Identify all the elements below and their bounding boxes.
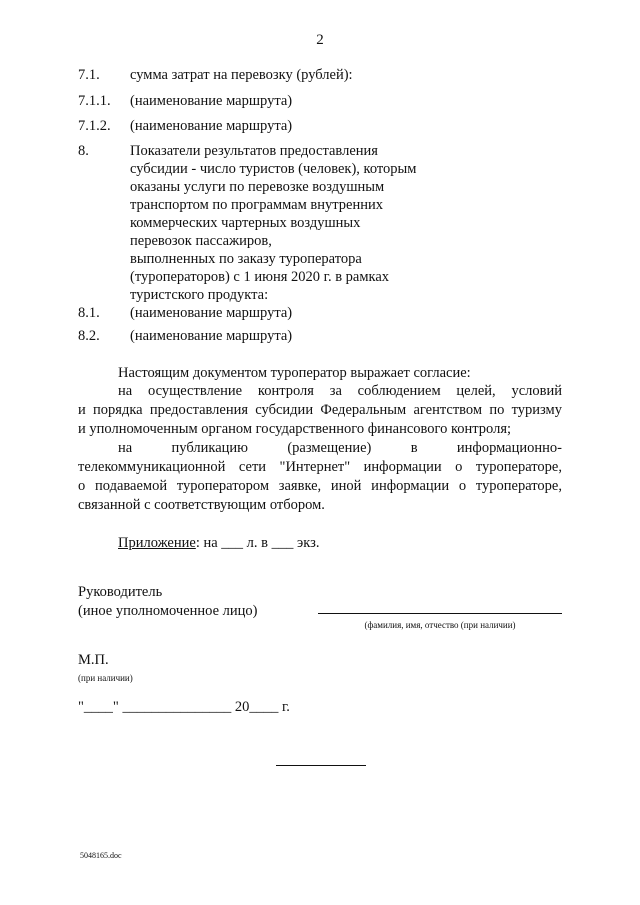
name-caption: (фамилия, имя, отчество (при наличии) <box>364 620 516 630</box>
stamp-label: М.П. <box>78 652 109 668</box>
item-text: (наименование маршрута) <box>130 93 293 109</box>
signatory-subtitle: (иное уполномоченное лицо) <box>78 603 258 619</box>
consent-control-line: и уполномоченным органом государственного финансового контроля; <box>78 421 512 437</box>
item-line: перевозок пассажиров, <box>130 233 272 249</box>
item-text: (наименование маршрута) <box>130 118 293 134</box>
item-number: 8.2. <box>78 328 100 344</box>
consent-publication-line: о подаваемой туроператором заявке, иной информации о туроператоре, <box>78 478 562 494</box>
item-line: оказаны услуги по перевозке воздушным <box>130 179 385 195</box>
consent-publication-line: связанной с соответствующим отбором. <box>78 497 325 513</box>
item-number: 8.1. <box>78 305 100 321</box>
page-number: 2 <box>316 32 324 48</box>
attachment-line <box>118 534 562 553</box>
item-number: 7.1. <box>78 67 100 83</box>
consent-publication-line: на публикацию (размещение) в информационно- <box>118 440 562 456</box>
item-text <box>130 142 430 304</box>
consent-publication <box>78 439 562 515</box>
closing-line <box>276 765 366 766</box>
item-text: сумма затрат на перевозку (рублей): <box>130 67 353 83</box>
item-number: 7.1.1. <box>78 93 111 109</box>
item-line: (туроператоров) с 1 июня 2020 г. в рамках <box>130 269 390 285</box>
date-line: "____" _______________ 20____ г. <box>78 699 290 715</box>
consent-control-line: на осуществление контроля за соблюдением целей, условий <box>118 383 562 399</box>
item-line: транспортом по программам внутренних <box>130 197 383 213</box>
consent-intro: Настоящим документом туроператор выражает согласие: <box>118 365 471 381</box>
signature-line <box>318 613 562 614</box>
signatory-title: Руководитель <box>78 584 163 600</box>
item-number: 7.1.2. <box>78 118 111 134</box>
item-line: субсидии - число туристов (человек), которым <box>130 161 417 177</box>
item-line: коммерческих чартерных воздушных <box>130 215 361 231</box>
consent-control <box>78 382 562 439</box>
item-text: (наименование маршрута) <box>130 328 293 344</box>
attachment-label: Приложение <box>118 535 196 551</box>
item-line: Показатели результатов предоставления <box>130 143 378 159</box>
item-text: (наименование маршрута) <box>130 305 293 321</box>
item-line: выполненных по заказу туроператора <box>130 251 362 267</box>
consent-publication-line: телекоммуникационной сети "Интернет" информации о туроператоре, <box>78 459 562 475</box>
document-id: 5048165.doc <box>80 851 122 860</box>
item-number: 8. <box>78 143 89 159</box>
item-line: туристского продукта: <box>130 287 269 303</box>
consent-control-line: и порядка предоставления субсидии Федеральным агентством по туризму <box>78 402 562 418</box>
stamp-note: (при наличии) <box>78 673 133 683</box>
attachment-text: : на ___ л. в ___ экз. <box>195 535 320 551</box>
